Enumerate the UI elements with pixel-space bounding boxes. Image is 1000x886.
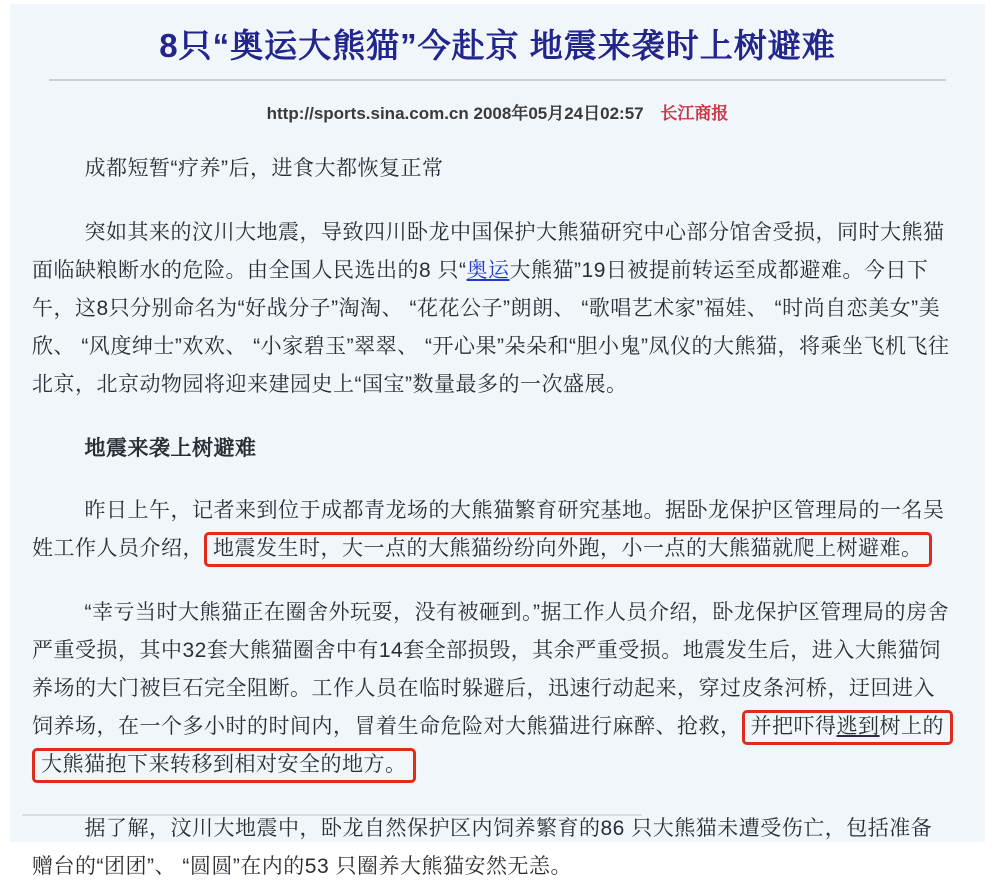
text-segment: 昨日上午，记者来到位于成都青龙场的大熊猫繁育研究基地。据卧龙保护区管理局的一名吴姓工作人员介绍，	[32, 499, 945, 560]
paragraph	[32, 150, 950, 188]
paragraph	[32, 810, 950, 886]
text-segment: 成都短暂“疗养”后，进食大都恢复正常	[84, 157, 444, 180]
title-divider	[49, 79, 946, 81]
section-heading	[32, 430, 950, 468]
paragraph	[32, 492, 950, 568]
paragraph	[32, 214, 950, 404]
article-body	[10, 124, 985, 886]
highlighted-text: 树上的大熊猫抱下来转移到相对安全的地方。	[41, 715, 944, 776]
source-line	[10, 99, 985, 124]
text-segment: 突如其来的汶川大地震，导致四川卧龙中国保护大熊猫研究中心部分馆舍受损，同时大熊猫面临缺粮断水的危险。由全国人民选出的8 只“	[32, 221, 945, 282]
article-page	[10, 4, 985, 878]
source-name: 长江商报	[660, 104, 729, 123]
text-segment: 据了解，汶川大地震中，卧龙自然保护区内饲养繁育的86 只大熊猫未遭受伤亡，包括准备赠台的“团团”、 “圆圆”在内的53 只圈养大熊猫安然无恙。	[32, 817, 933, 878]
text-segment: “幸亏当时大熊猫正在圈舍外玩耍，没有被砸到。”据工作人员介绍，卧龙保护区管理局的房舍严重受损，其中32套大熊猫圈舍中有14套全部损毁，其余严重受损。地震发生后，进入大熊猫饲养场的大门被巨石完全阻断。工作人员在临时躲避后，迅速行动起来，穿过皮条河桥，迂回进入饲养场，在一个多小时的时间内，冒着生命危险对大熊猫进行麻醉、抢救，	[32, 601, 949, 738]
publish-datetime: 2008年05月24日02:57	[473, 104, 644, 123]
source-url: http://sports.sina.com.cn	[266, 104, 469, 123]
text-segment: 大熊猫”19日被提前转运至成都避难。今日下午，这8只分别命名为“好战分子”淘淘、 “花花公子”朗朗、 “歌唱艺术家”福娃、 “时尚自恋美女”美欣、 “风度绅士”欢欢、 “小家碧玉”翠翠、 “开心果”朵朵和“胆小鬼”凤仪的大熊猫，将乘坐飞机飞往北京，北京动物园将迎来建园史上“国宝”数量最多的一次盛展。	[32, 259, 950, 396]
annotation-highlight-box	[204, 532, 932, 567]
article-title: 8只“奥运大熊猫”今赴京 地震来袭时上树避难	[159, 27, 836, 64]
paragraph	[32, 594, 950, 784]
highlighted-text: 并把吓得	[750, 715, 837, 738]
text-segment: 地震来袭上树避难	[84, 437, 257, 460]
inline-link[interactable]: 奥运	[466, 259, 510, 282]
highlighted-text: 地震发生时，大一点的大熊猫纷纷向外跑，小一点的大熊猫就爬上树避难。	[213, 537, 923, 560]
underlined-text: 逃到	[836, 715, 880, 738]
bottom-divider	[22, 814, 642, 816]
